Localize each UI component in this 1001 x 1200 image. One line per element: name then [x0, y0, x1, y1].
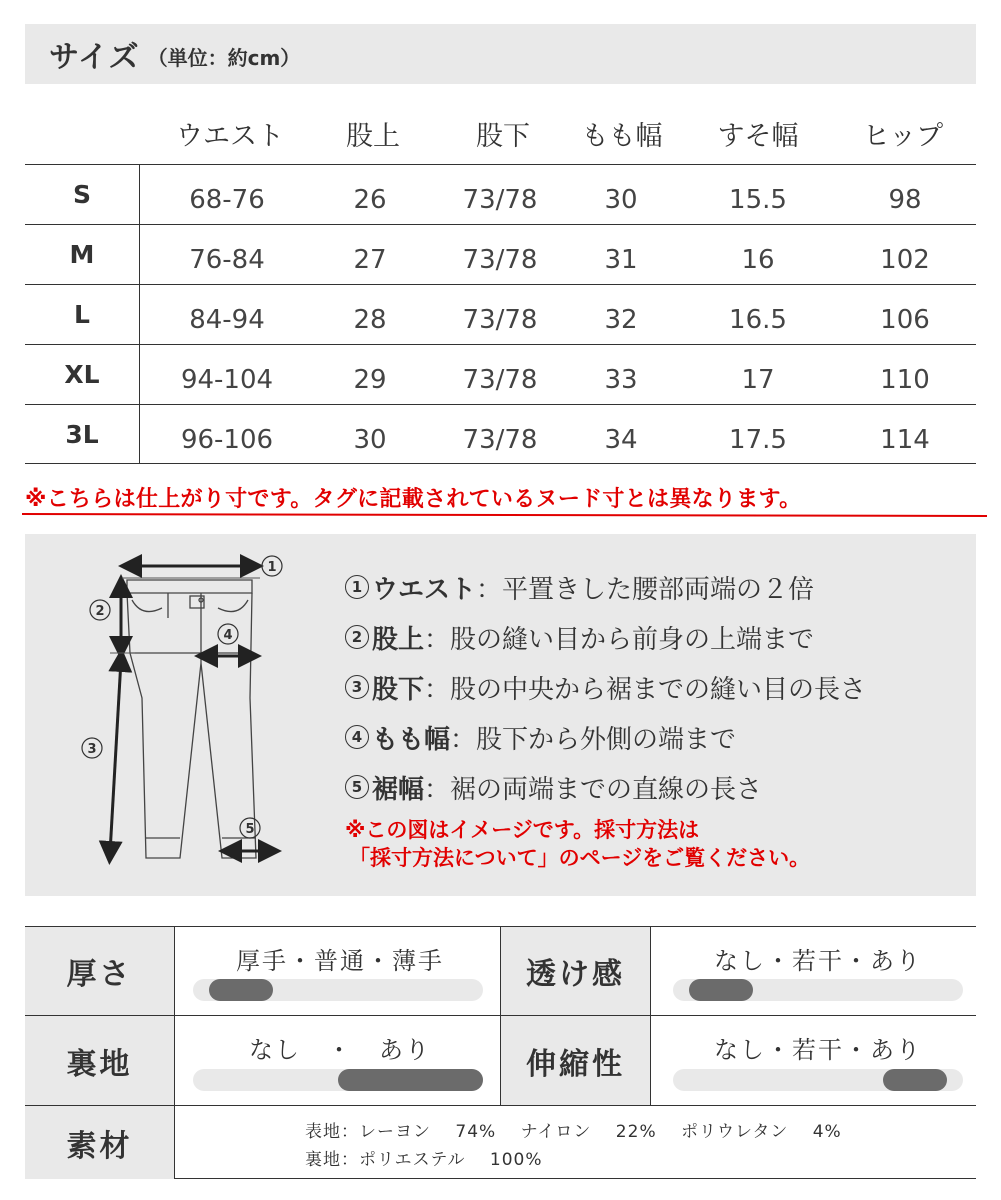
cell-hem: 16: [741, 245, 775, 275]
thickness-bar-fill: [209, 979, 273, 1001]
header-hem: すそ幅: [717, 121, 799, 152]
cell-rise: 27: [353, 245, 387, 275]
cell-inseam: 73/78: [462, 305, 538, 335]
header-waist: ウエスト: [176, 121, 284, 152]
size-row-l: [25, 284, 976, 344]
sheer-bar: [673, 979, 963, 1001]
cell-rise: 28: [353, 305, 387, 335]
cell-inseam: 73/78: [462, 365, 538, 395]
size-label: L: [25, 285, 140, 344]
lining-bar: [193, 1069, 483, 1091]
size-unit: （単位：約cm）: [147, 45, 301, 70]
mark-2: 2: [95, 604, 105, 619]
stretch-label: 伸縮性: [500, 1016, 651, 1105]
cell-thigh: 33: [604, 365, 638, 395]
size-row-s: [25, 164, 976, 224]
measurement-item-rise: [345, 612, 866, 662]
size-table-header: [25, 100, 976, 164]
cell-rise: 30: [353, 425, 387, 455]
measurement-desc: ：裾の両端までの直線の長さ: [424, 774, 763, 805]
sheer-label: 透け感: [500, 927, 651, 1015]
thickness-bar: [193, 979, 483, 1001]
thickness-options: 厚手・普通・薄手: [236, 947, 444, 975]
mark-1: 1: [267, 560, 277, 575]
size-label: XL: [25, 345, 140, 404]
thickness-label: 厚さ: [25, 927, 175, 1015]
mark-3: 3: [87, 742, 97, 757]
cell-hem: 15.5: [729, 185, 787, 215]
circled-number: 4: [345, 725, 369, 749]
size-title: サイズ: [49, 40, 140, 75]
spec-row-2: [25, 1016, 976, 1106]
cell-hip: 114: [880, 425, 930, 455]
cell-hem: 16.5: [729, 305, 787, 335]
lining-options: なし ・ あり: [249, 1036, 431, 1064]
cell-thigh: 32: [604, 305, 638, 335]
header-inseam: 股下: [476, 121, 530, 152]
measurement-term: ウエスト: [372, 574, 477, 605]
pants-diagram: [80, 548, 320, 878]
size-label: M: [25, 225, 140, 284]
circled-number: 3: [345, 675, 369, 699]
sheer-options: なし・若干・あり: [714, 947, 922, 975]
cell-rise: 29: [353, 365, 387, 395]
cell-waist: 84-94: [189, 305, 265, 335]
spec-row-1: [25, 927, 976, 1016]
measurement-desc: ：平置きした腰部両端の２倍: [476, 574, 815, 605]
image-note-line1: ※この図はイメージです。採寸方法は: [345, 818, 700, 842]
stretch-options: なし・若干・あり: [714, 1036, 922, 1064]
cell-hem: 17.5: [729, 425, 787, 455]
header-hip: ヒップ: [862, 121, 944, 152]
cell-inseam: 73/78: [462, 185, 538, 215]
measurement-item-thigh: [345, 712, 866, 762]
cell-thigh: 30: [604, 185, 638, 215]
measurement-desc: ：股の縫い目から前身の上端まで: [424, 624, 815, 655]
cell-inseam: 73/78: [462, 425, 538, 455]
header-rise: 股上: [346, 121, 400, 152]
cell-inseam: 73/78: [462, 245, 538, 275]
header-thigh: もも幅: [581, 121, 663, 152]
cell-thigh: 34: [604, 425, 638, 455]
material-outer: 表地：レーヨン 74% ナイロン 22% ポリウレタン 4%: [305, 1122, 842, 1142]
cell-hem: 17: [741, 365, 775, 395]
size-section-header: [25, 24, 976, 84]
measurement-term: 股下: [372, 674, 425, 705]
red-underline: [22, 513, 987, 517]
cell-thigh: 31: [604, 245, 638, 275]
mark-5: 5: [245, 822, 255, 837]
measurement-term: もも幅: [372, 724, 451, 755]
lining-bar-fill: [338, 1069, 483, 1091]
spec-row-3: [25, 1106, 976, 1179]
size-label: 3L: [25, 405, 140, 463]
size-row-xl: [25, 344, 976, 404]
circled-number: 1: [345, 575, 369, 599]
finish-size-note: ※こちらは仕上がり寸です。タグに記載されているヌード寸とは異なります。: [25, 487, 802, 512]
stretch-bar-fill: [883, 1069, 947, 1091]
measurement-item-hem: [345, 762, 866, 812]
cell-hip: 110: [880, 365, 930, 395]
material-lining: 裏地：ポリエステル 100%: [305, 1150, 543, 1170]
measurement-guide: [25, 534, 976, 896]
measurement-desc: ：股下から外側の端まで: [450, 724, 737, 755]
size-row-3l: [25, 404, 976, 464]
size-label: S: [25, 165, 140, 224]
measurement-term: 股上: [372, 624, 425, 655]
mark-4: 4: [223, 628, 233, 643]
cell-hip: 98: [888, 185, 922, 215]
image-note: [345, 816, 810, 872]
measurement-list: [345, 562, 866, 812]
sheer-bar-fill: [689, 979, 753, 1001]
size-row-m: [25, 224, 976, 284]
size-table: [25, 100, 976, 464]
cell-waist: 94-104: [180, 365, 274, 395]
measurement-item-inseam: [345, 662, 866, 712]
pants-outline: [127, 580, 256, 858]
measurement-item-waist: [345, 562, 866, 612]
stretch-bar: [673, 1069, 963, 1091]
image-note-line2: 「採寸方法について」のページをご覧ください。: [349, 846, 811, 870]
cell-hip: 106: [880, 305, 930, 335]
cell-waist: 96-106: [180, 425, 274, 455]
material-label: 素材: [25, 1106, 175, 1179]
spec-table: [25, 926, 976, 1179]
cell-rise: 26: [353, 185, 387, 215]
cell-waist: 68-76: [189, 185, 265, 215]
material-text: [305, 1118, 842, 1174]
measurement-term: 裾幅: [372, 774, 425, 805]
lining-label: 裏地: [25, 1016, 175, 1105]
circled-number: 5: [345, 775, 369, 799]
cell-waist: 76-84: [189, 245, 265, 275]
cell-hip: 102: [880, 245, 930, 275]
measurement-desc: ：股の中央から裾までの縫い目の長さ: [424, 674, 867, 705]
circled-number: 2: [345, 625, 369, 649]
